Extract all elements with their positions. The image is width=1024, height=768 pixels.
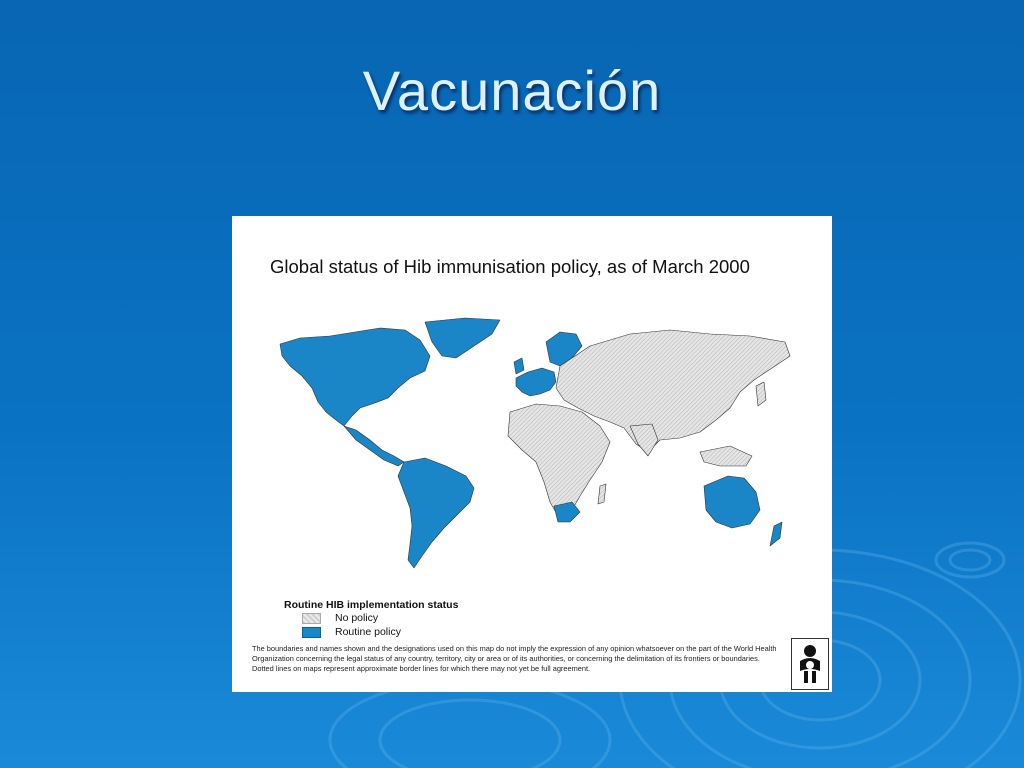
- legend-swatch-no-policy: [302, 613, 321, 624]
- map-title: Global status of Hib immunisation policy, as of March 2000: [270, 256, 750, 277]
- region-madagascar: [598, 484, 606, 504]
- slide-title: Vacunación: [362, 59, 662, 122]
- legend-swatch-routine-policy: [302, 627, 321, 638]
- region-north-america: [280, 328, 430, 426]
- region-south-america: [398, 458, 474, 568]
- map-figure: [232, 216, 832, 692]
- world-map: [260, 316, 795, 576]
- region-western-europe: [516, 368, 556, 396]
- legend-label-routine-policy: Routine policy: [335, 626, 401, 638]
- region-central-america: [344, 426, 404, 466]
- legend-item-no-policy: [302, 611, 458, 625]
- region-japan: [756, 382, 766, 406]
- map-legend: [284, 599, 458, 639]
- who-child-logo-icon: [791, 638, 829, 690]
- region-africa: [508, 404, 610, 516]
- legend-item-routine-policy: [302, 625, 458, 639]
- legend-label-no-policy: No policy: [335, 612, 379, 624]
- region-greenland: [425, 318, 500, 358]
- region-australia: [704, 476, 760, 528]
- map-disclaimer: The boundaries and names shown and the designations used on this map do not imply the expression of any opinion whatsoever on the part of the World Health Organization concerning the legal status of any country, territory, city or area or of its authorities, or concerning the delimitation of its frontiers or boundaries. Dotted lines on maps represent approximate border lines for which there may not yet be full agreement.: [252, 644, 777, 673]
- region-southeast-asia: [700, 446, 752, 466]
- region-new-zealand: [770, 522, 782, 546]
- region-uk: [514, 358, 524, 374]
- legend-title: Routine HIB implementation status: [284, 599, 459, 611]
- region-south-africa: [554, 502, 580, 522]
